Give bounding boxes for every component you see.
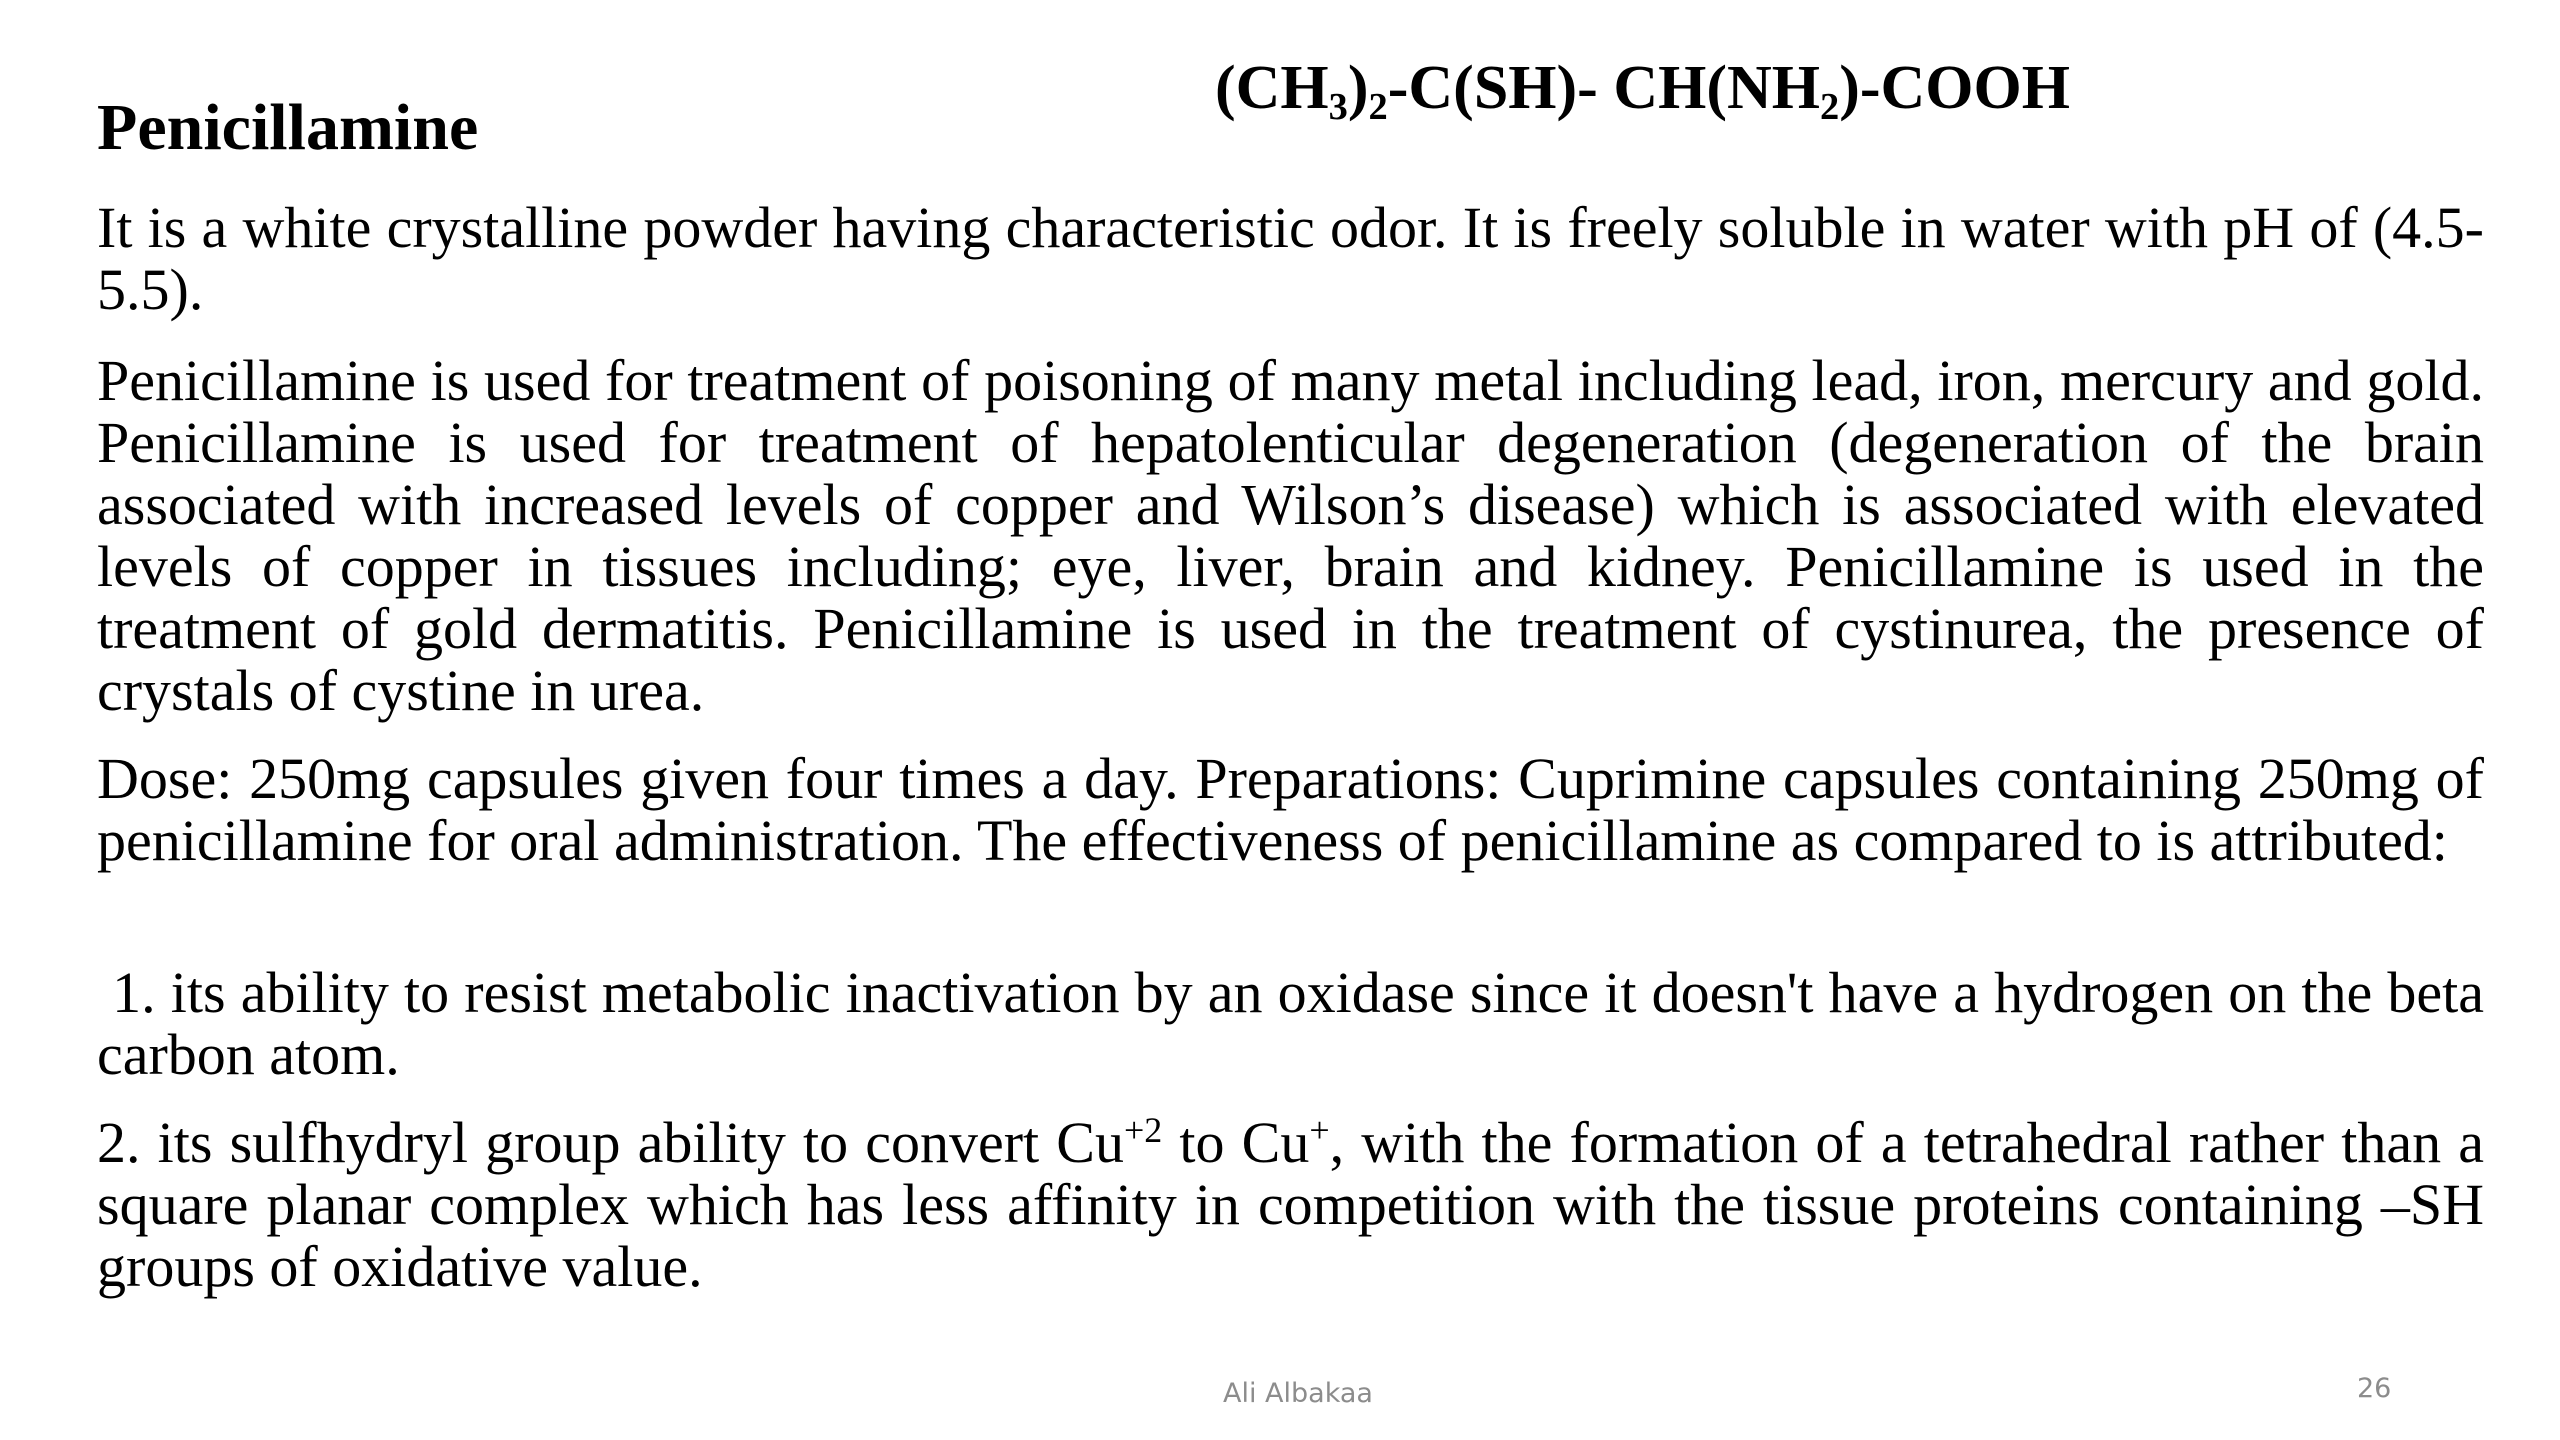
formula-part: -C(SH)- CH(NH: [1387, 54, 1820, 122]
list-item-2-text: 2. its sulfhydryl group ability to convert Cu: [97, 1110, 1124, 1175]
charge-superscript: +2: [1124, 1110, 1163, 1151]
list-item-2-text: to Cu: [1162, 1110, 1310, 1175]
formula-part: )-COOH: [1839, 54, 2070, 122]
page-number: 26: [2357, 1373, 2392, 1404]
paragraph-dose: Dose: 250mg capsules given four times a day. Preparations: Cuprimine capsules containing 250mg of penicillamine for oral administration. The effectiveness of penicillamine as compared to is attributed:: [97, 746, 2484, 873]
chemical-formula: [1215, 54, 2070, 128]
list-item-2-text: , with the formation of a tetrahedral rather than a square planar complex which has less affinity in competition with the tissue proteins containing –SH groups of oxidative value.: [97, 1110, 2484, 1299]
formula-part: ): [1347, 54, 1369, 122]
footer-author: Ali Albakaa: [1223, 1378, 1373, 1409]
formula-subscript: 2: [1368, 85, 1388, 128]
charge-superscript: +: [1309, 1110, 1330, 1151]
list-item-1: 1. its ability to resist metabolic inactivation by an oxidase since it doesn't have a hydrogen on the beta carbon atom.: [97, 960, 2499, 1087]
formula-part: (CH: [1215, 54, 1329, 122]
paragraph-uses: Penicillamine is used for treatment of poisoning of many metal including lead, iron, mercury and gold. Penicillamine is used for treatment of hepatolenticular degeneration (degeneration of the brain associated with increased levels of copper and Wilson’s disease) which is associated with elevated levels of copper in tissues including; eye, liver, brain and kidney. Penicillamine is used in the treatment of gold dermatitis. Penicillamine is used in the treatment of cystinurea, the presence of crystals of cystine in urea.: [97, 348, 2484, 723]
formula-subscript: 2: [1819, 85, 1840, 128]
formula-subscript: 3: [1328, 85, 1348, 128]
slide-title: Penicillamine: [97, 91, 479, 164]
paragraph-description: It is a white crystalline powder having characteristic odor. It is freely soluble in water with pH of (4.5-5.5).: [97, 195, 2484, 322]
list-item-2: [97, 1112, 2484, 1298]
